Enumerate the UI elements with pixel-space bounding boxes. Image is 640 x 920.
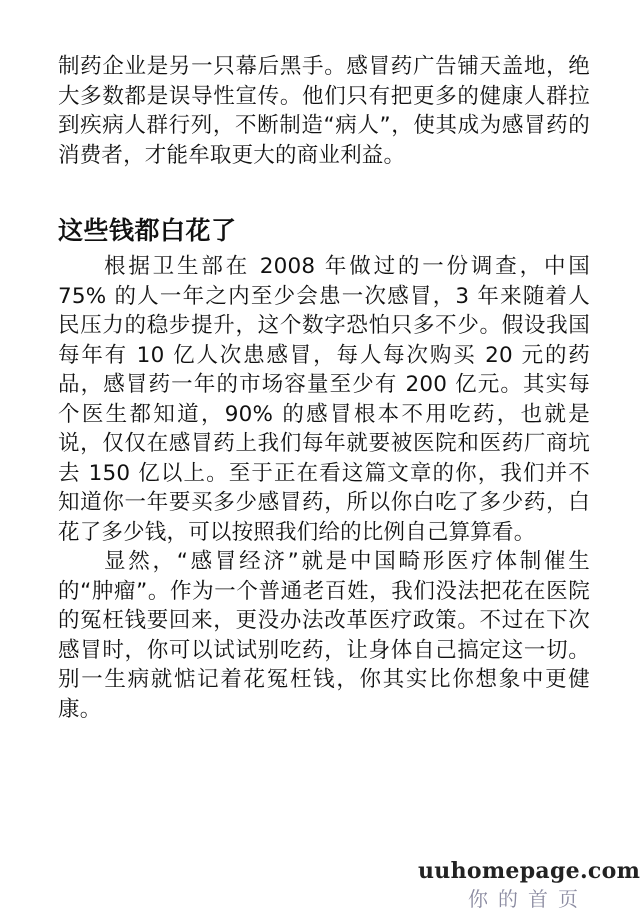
body-paragraph-2: 显然，“感冒经济”就是中国畸形医疗体制催生的“肿瘤”。作为一个普通老百姓，我们没法把花在医院的冤枉钱要回来，更没办法改革医疗政策。不过在下次感冒时，你可以试试别吃药，让身体自己搞定这一切。别一生病就惦记着花冤枉钱，你其实比你想象中更健康。 [58,549,590,722]
section-heading: 这些钱都白花了 [58,216,237,245]
article-page [58,52,590,724]
watermark-site: uuhomepage.com [418,858,640,884]
intro-paragraph: 制药企业是另一只幕后黑手。感冒药广告铺天盖地，绝大多数都是误导性宣传。他们只有把更多的健康人群拉到疾病人群行列，不断制造“病人”，使其成为感冒药的消费者，才能牟取更大的商业利益。 [58,54,590,168]
site-watermark [418,858,640,912]
watermark-subtitle: 你的首页 [468,887,588,911]
body-paragraph-1: 根据卫生部在 2008 年做过的一份调查，中国 75% 的人一年之内至少会患一次感冒，3 年来随着人民压力的稳步提升，这个数字恐怕只多不少。假设我国每年有 10 亿人次患感冒，每人每次购买 20 元的药品，感冒药一年的市场容量至少有 200 亿元。其实每个医生都知道，90% 的感冒根本不用吃药，也就是说，仅仅在感冒药上我们每年就要被医院和医药厂商坑去 150 亿以上。至于正在看这篇文章的你，我们并不知道你一年要买多少感冒药，所以你白吃了多少药，白花了多少钱，可以按照我们给的比例自己算算看。 [58,254,590,545]
